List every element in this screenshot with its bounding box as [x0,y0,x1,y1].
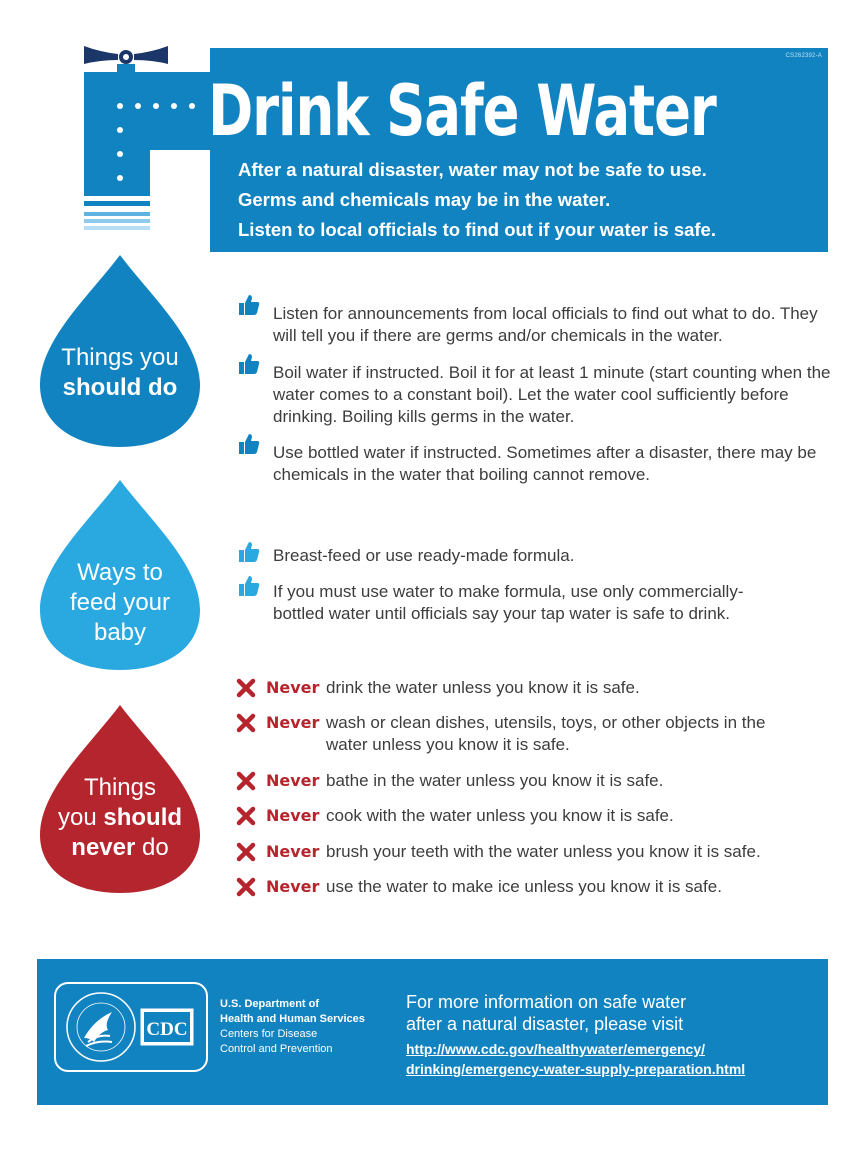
thumbs-up-icon [237,574,261,598]
should-do-label-line1: Things you [61,344,179,371]
hhs-agency-text [220,997,400,1057]
footer-banner [37,959,828,1105]
page-title: Drink Safe Water [208,70,716,152]
x-icon [236,806,256,826]
never-item-text: brush your teeth with the water unless you know it is safe. [326,842,761,861]
x-icon [40,739,66,765]
x-icon [236,771,256,791]
cdc-line: Centers for Disease [220,1028,318,1040]
x-icon [236,678,256,698]
thumbs-up-icon [237,540,261,564]
hhs-seal-icon [64,990,138,1064]
should-do-item-text: Listen for announcements from local officials to find out what to do. They will tell you if there are germs and/or chemicals in the water. [273,304,818,345]
link-line[interactable]: http://www.cdc.gov/healthywater/emergency/ [406,1041,705,1057]
thumbs-up-icon [237,352,261,376]
more-info-line: after a natural disaster, please visit [406,1014,684,1034]
intro-text [238,155,818,245]
feed-baby-item-text: Breast-feed or use ready-made formula. [273,546,575,565]
never-item-text: drink the water unless you know it is safe. [326,678,640,697]
feed-baby-label-line2: feed your [69,589,171,616]
should-do-item-text: Boil water if instructed. Boil it for at least 1 minute (start counting when the water comes to a constant boil). Let the water cool sufficiently before drinking. Boiling kills germs in the water. [273,363,831,426]
never-do-label-line2: you should [57,804,183,831]
never-do-label-line3: never do [71,834,169,861]
cdc-logo-icon [140,1008,194,1046]
feed-baby-label-line3: baby [93,619,147,646]
never-keyword: Never [266,842,320,861]
more-info-text [406,991,816,1035]
never-do-label-line1: Things [83,774,157,801]
thumbs-up-icon [237,293,261,317]
never-item-text: cook with the water unless you know it is safe. [326,806,674,825]
cdc-line: Control and Prevention [220,1043,333,1055]
intro-line: Listen to local officials to find out if your water is safe. [238,219,716,240]
thumbs-up-icon [237,432,261,456]
never-item-text: use the water to make ice unless you know it is safe. [326,877,722,896]
x-icon [236,842,256,862]
feed-baby-item-text: If you must use water to make formula, use only commercially-bottled water until officials say your tap water is safe to drink. [273,582,744,623]
should-do-drop [40,255,200,455]
link-line[interactable]: drinking/emergency-water-supply-preparation.html [406,1061,746,1077]
should-do-label-line2: should do [62,374,178,401]
feed-baby-label-line1: Ways to [77,559,163,586]
x-icon [236,877,256,897]
never-keyword: Never [266,678,320,697]
intro-line: After a natural disaster, water may not be safe to use. [238,159,707,180]
never-keyword: Never [266,713,320,732]
hhs-line: Health and Human Services [220,1013,365,1025]
cdc-resource-link[interactable] [406,1039,826,1079]
logo-box [54,982,208,1072]
document-code: CS262392-A [785,53,822,59]
never-do-drop [40,705,200,905]
more-info-line: For more information on safe water [406,992,687,1012]
intro-line: Germs and chemicals may be in the water. [238,189,611,210]
should-do-item-text: Use bottled water if instructed. Sometimes after a disaster, there may be chemicals in the water that boiling cannot remove. [273,443,817,484]
hhs-line: U.S. Department of [220,998,320,1010]
never-item-text: bathe in the water unless you know it is safe. [326,771,664,790]
feed-baby-drop [40,480,200,680]
svg-text:CDC: CDC [146,1019,188,1040]
never-keyword: Never [266,771,320,790]
never-keyword: Never [266,806,320,825]
faucet-illustration [0,0,210,250]
thumbs-up-icon [40,522,66,548]
never-keyword: Never [266,877,320,896]
thumbs-up-icon [40,295,66,321]
x-icon [236,713,256,733]
never-item-text: wash or clean dishes, utensils, toys, or other objects in the water unless you know it is safe. [326,713,766,754]
